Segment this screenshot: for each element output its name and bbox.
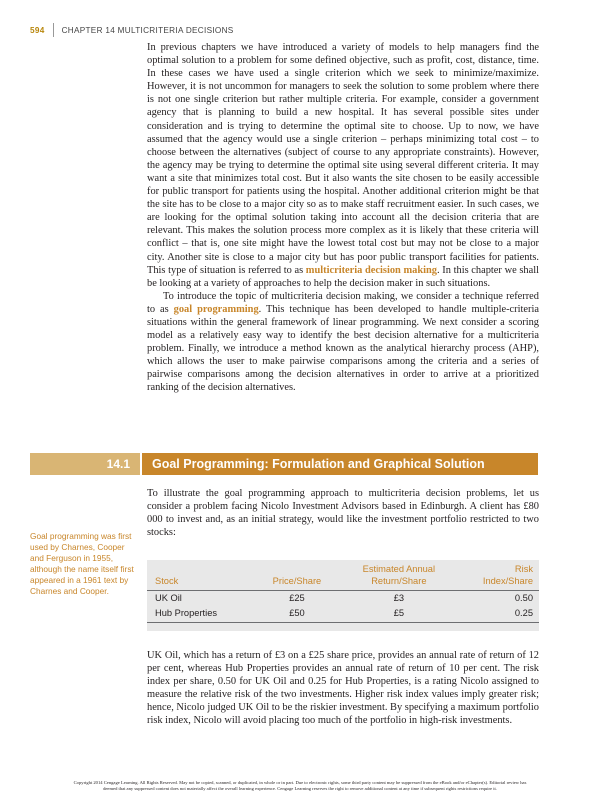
cell-price: £50 [249, 606, 343, 623]
section-heading [30, 453, 538, 475]
footer-line-1: Copyright 2014 Cengage Learning. All Rights Reserved. May not be copied, scanned, or duplicated, in whole or in part. Due to electronic rights, some third party content may be suppressed from the eBook and/or eChapter(s). Editorial review has [73, 780, 527, 785]
cell-return: £5 [343, 606, 453, 623]
cell-risk: 0.50 [514, 593, 533, 603]
chapter-title: CHAPTER 14 MULTICRITERIA DECISIONS [61, 25, 234, 35]
page-number: 594 [30, 25, 45, 35]
analysis-paragraph: UK Oil, which has a return of £3 on a £25 share price, provides an annual rate of return of 12 per cent, whereas Hub Properties provides an annual rate of return of 10 per cent. The risk index per share, 0.50 for UK Oil and 0.25 for Hub Properties, is a rating Nicolo assigned to measure the relative risk of the two investments. Higher risk index values imply greater risk; hence, Nicolo judged UK Oil to be the riskier investment. By specifying a maximum portfolio risk index, Nicolo will avoid placing too much of the portfolio in high-risk investments. [147, 650, 539, 727]
setup-text [147, 487, 539, 539]
col-header-return: Estimated Annual Return/Share [362, 564, 436, 586]
col-header-stock: Stock [155, 575, 179, 586]
analysis-text [147, 649, 539, 728]
running-head [30, 22, 234, 38]
intro-paragraph-2: To introduce the topic of multicriteria decision making, we consider a technique referred to as goal programming. This technique has been developed to handle multiple-criteria situations within the general framework of linear programming. We next consider a scoring model as a relatively easy way to identify the best decision alternative for a multicriteria problem. Finally, we introduce a method known as the analytical hierarchy process (AHP), which allows the user to make pairwise comparisons among the criteria and a series of pairwise comparisons among the decision alternatives in order to arrive at a prioritized ranking of the decision alternatives. [147, 290, 539, 394]
cell-stock: Hub Properties [147, 606, 249, 623]
header-divider [53, 23, 54, 37]
setup-paragraph: To illustrate the goal programming approach to multicriteria decision problems, let us consider a problem facing Nicolo Investment Advisors based in Edinburgh. A client has £80 000 to invest and, as an initial strategy, would like the investment portfolio restricted to two stocks: [147, 488, 539, 539]
table-row [147, 606, 539, 623]
cell-stock: UK Oil [155, 593, 182, 603]
keyword-goal-programming: goal programming [173, 303, 259, 315]
section-number: 14.1 [30, 453, 140, 475]
cell-risk: 0.25 [453, 606, 539, 623]
stock-table [147, 560, 539, 631]
col-header-risk: Risk Index/Share [482, 564, 533, 586]
cell-price: £25 [289, 593, 305, 603]
intro-paragraph-1: In previous chapters we have introduced a variety of models to help managers find the optimal solution to a problem for some defined objective, such as profit, cost, distance, time. In these cases we have used a single criterion which we seek to minimize/maximize. However, it is not uncommon for managers to seek the solution to some problem where there is not one single criterion but rather multiple criteria. For example, consider a government agency that is planning to build a new hospital. It has several possible sites under consideration and is trying to determine the optimal site to choose. Up to now, we have assumed that the agency would use a single criterion – perhaps minimizing total cost – to choose between the alternatives (subject of course to any appropriate constraints). However, the agency may be trying to determine the optimal site using several different criteria. It may want a site that minimizes total cost. But it also wants the site chosen to be easily accessible for public transport for patients using the hospital. Another additional criterion might be that the site has to be close to a major city so as to make staff recruitment easier. In such cases, we are looking for the optimal solution taking into account all the decision criteria that are relevant. This makes the solution process more complex as it is likely that these criteria will conflict – that is, one site might have the lowest total cost but may not be close to a major city. Another site is close to a major city but has poor public transport facilities for patients. This type of situation is referred to as multicriteria decision making. In this chapter we shall be looking at a variety of approaches to help the decision maker in such situations. [147, 42, 539, 289]
margin-note: Goal programming was first used by Charnes, Cooper and Ferguson in 1955, although the name itself first appeared in a 1961 text by Charnes and Cooper. [30, 531, 134, 596]
footer-line-2: deemed that any suppressed content does not materially affect the overall learning experience. Cengage Learning reserves the right to remove additional content at any time if subsequent rights restrictions require it. [103, 786, 497, 791]
table-header-row [147, 564, 539, 591]
copyright-footer [20, 780, 580, 792]
keyword-multicriteria-decision-making: multicriteria decision making [305, 264, 437, 276]
col-header-price: Price/Share [272, 575, 322, 586]
cell-return: £3 [393, 593, 405, 603]
intro-text [147, 41, 539, 395]
table-row [147, 591, 539, 606]
section-title: Goal Programming: Formulation and Graphical Solution [142, 453, 538, 475]
